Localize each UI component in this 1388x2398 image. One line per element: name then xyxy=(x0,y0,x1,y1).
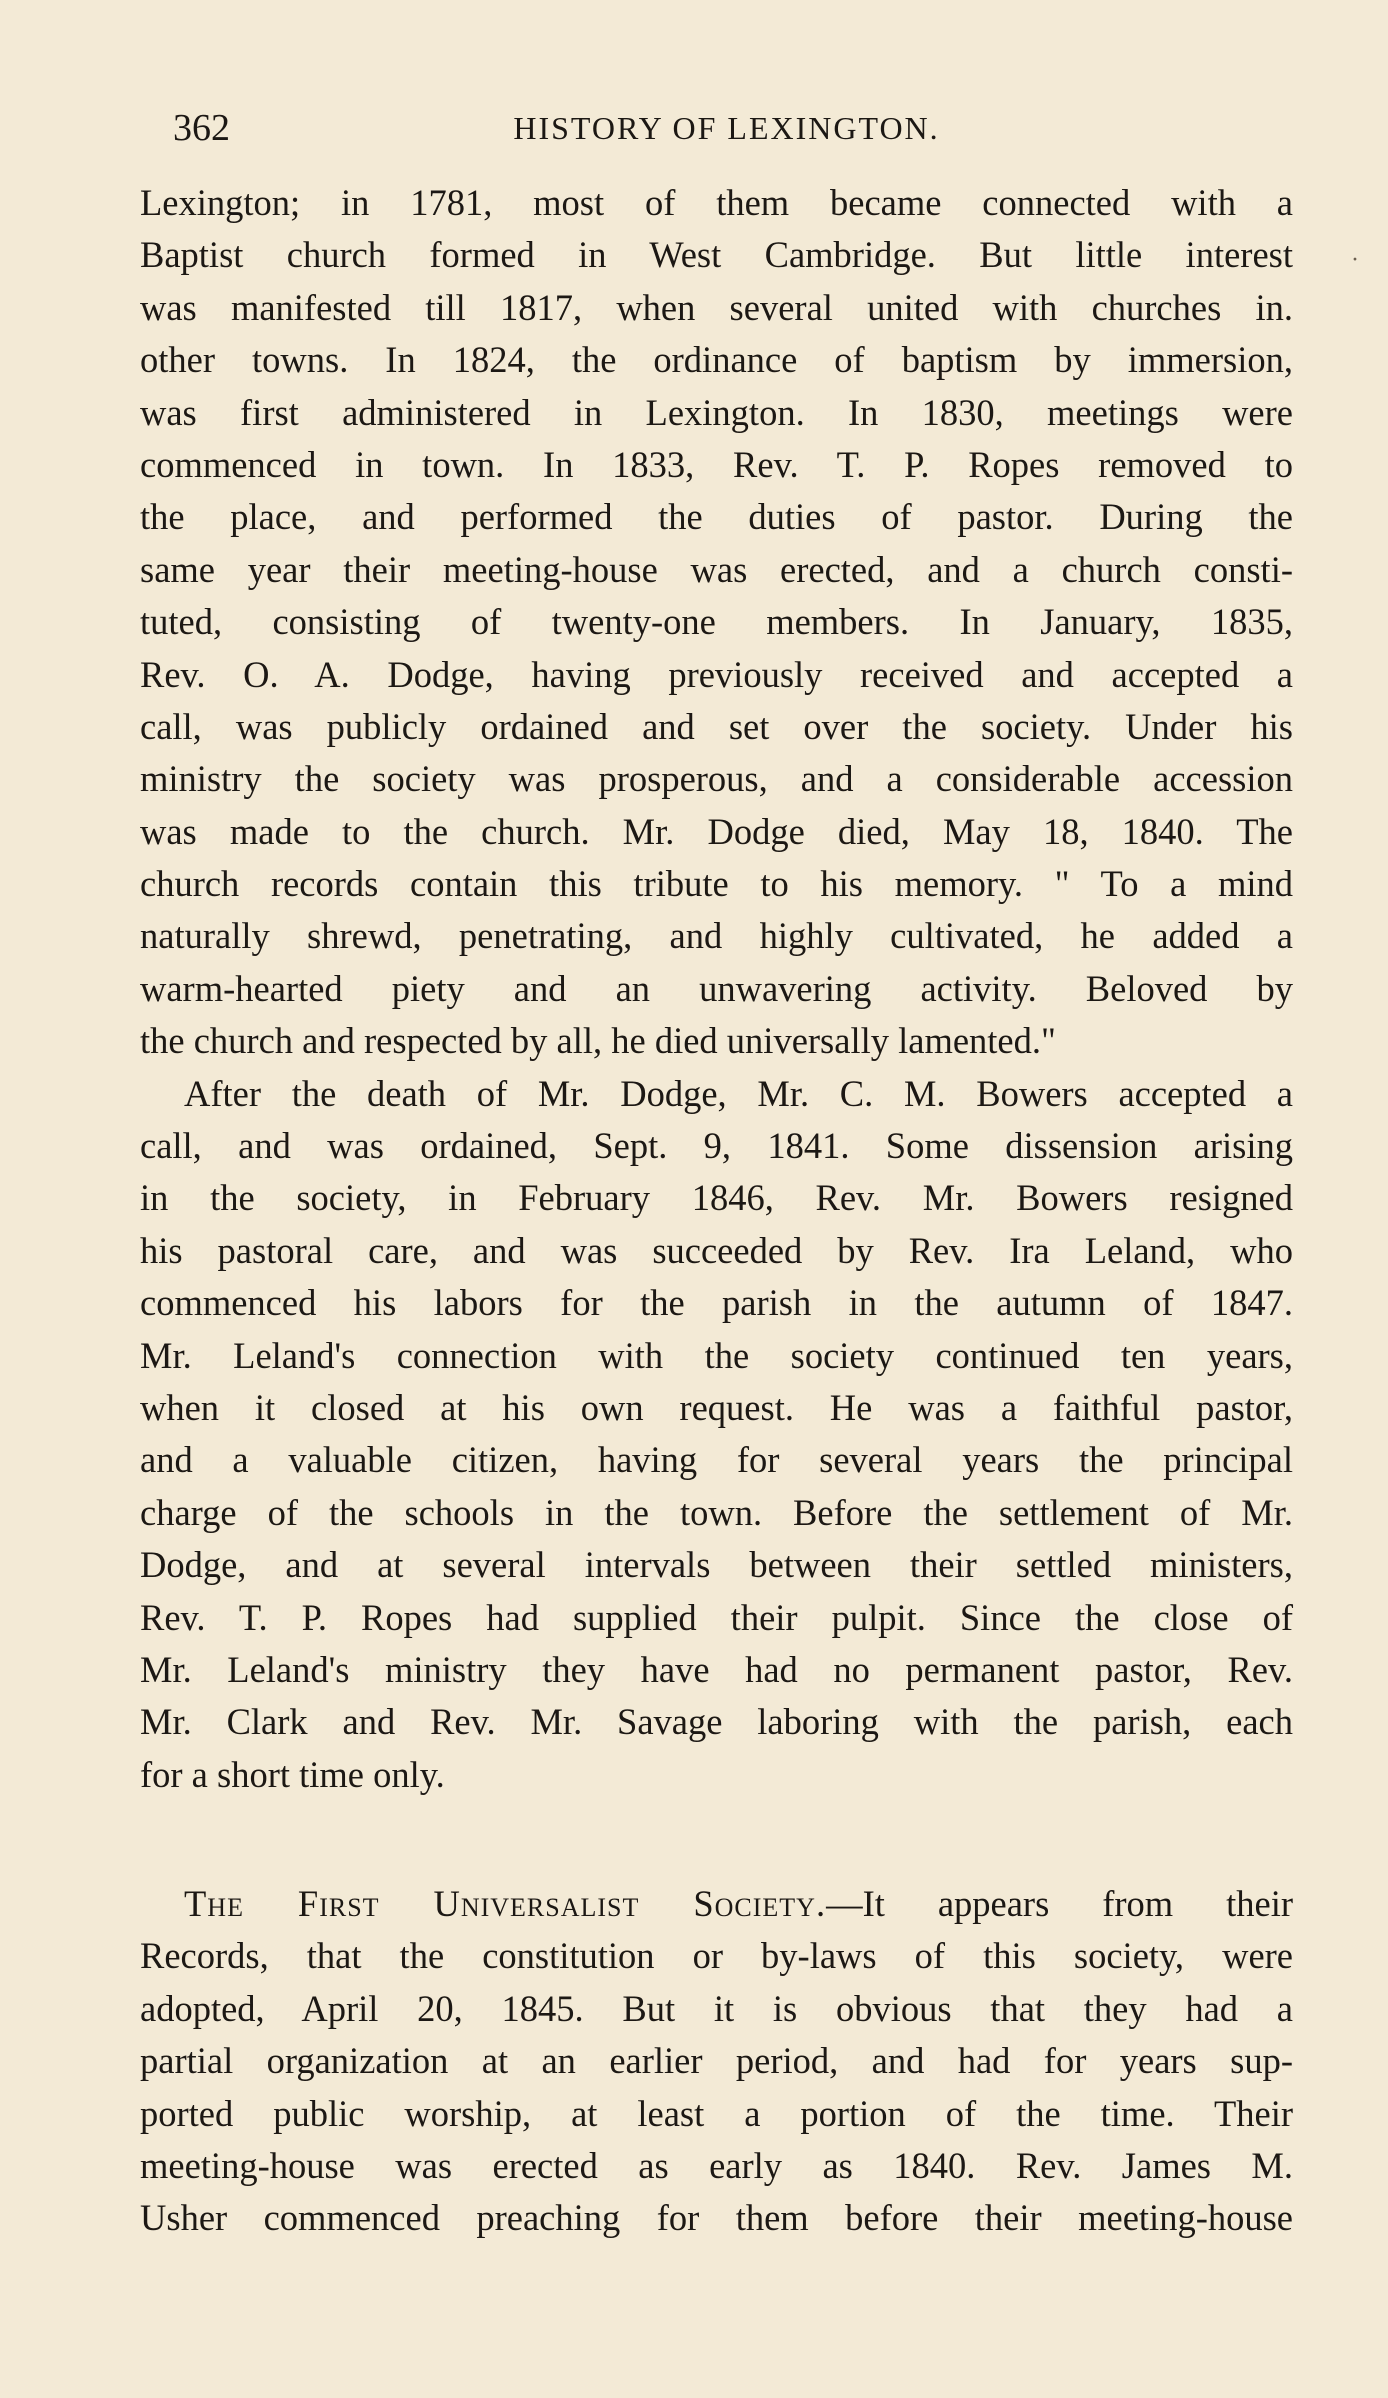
text-line: and a valuable citizen, having for several years the principal xyxy=(140,1439,1293,1481)
text-line: church records contain this tribute to his memory. " To a mind xyxy=(140,863,1293,905)
text-line: commenced in town. In 1833, Rev. T. P. Ropes removed to xyxy=(140,443,1293,485)
text-line: same year their meeting-house was erected, and a church consti- xyxy=(140,548,1293,590)
text-line: charge of the schools in the town. Before the settlement of Mr. xyxy=(140,1491,1293,1533)
paragraph-2 xyxy=(140,1068,1293,1801)
text-line: other towns. In 1824, the ordinance of baptism by immersion, xyxy=(140,339,1293,381)
text-line: call, and was ordained, Sept. 9, 1841. Some dissension arising xyxy=(140,1125,1293,1167)
page-number: 362 xyxy=(173,107,230,149)
text-line: call, was publicly ordained and set over the society. Under his xyxy=(140,705,1293,747)
text-line: warm-hearted piety and an unwavering activity. Beloved by xyxy=(140,967,1293,1009)
text-line: was first administered in Lexington. In 1830, meetings were xyxy=(140,391,1293,433)
text-line: commenced his labors for the parish in the autumn of 1847. xyxy=(140,1282,1293,1324)
text-line: Mr. Clark and Rev. Mr. Savage laboring with the parish, each xyxy=(140,1701,1293,1743)
text-line: ported public worship, at least a portion of the time. Their xyxy=(140,2092,1293,2134)
text-line: when it closed at his own request. He was a faithful pastor, xyxy=(140,1386,1293,1428)
text-line: Mr. Leland's connection with the society continued ten years, xyxy=(140,1334,1293,1376)
text-line: tuted, consisting of twenty-one members. In January, 1835, xyxy=(140,601,1293,643)
text-line: in the society, in February 1846, Rev. Mr. Bowers resigned xyxy=(140,1177,1293,1219)
text-line: After the death of Mr. Dodge, Mr. C. M. Bowers accepted a xyxy=(184,1072,1293,1114)
text-line: adopted, April 20, 1845. But it is obvious that they had a xyxy=(140,1987,1293,2029)
body-text-upper xyxy=(140,177,1293,1801)
text-line: partial organization at an earlier period, and had for years sup- xyxy=(140,2040,1293,2082)
running-head xyxy=(173,98,1280,158)
text-line: naturally shrewd, penetrating, and highly cultivated, he added a xyxy=(140,915,1293,957)
text-line: Rev. O. A. Dodge, having previously received and accepted a xyxy=(140,653,1293,695)
text-line: was made to the church. Mr. Dodge died, May 18, 1840. The xyxy=(140,810,1293,852)
text-line: ministry the society was prosperous, and a considerable accession xyxy=(140,758,1293,800)
text-line: Records, that the constitution or by-laws of this society, were xyxy=(140,1935,1293,1977)
text-line: was manifested till 1817, when several united with churches in. xyxy=(140,286,1293,328)
section-heading: The First Universalist Society. xyxy=(184,1883,827,1924)
text-line: Mr. Leland's ministry they have had no permanent pastor, Rev. xyxy=(140,1648,1293,1690)
stray-ink-mark: · xyxy=(1351,247,1359,273)
page-header-title: HISTORY OF LEXINGTON. xyxy=(513,110,940,146)
text-line: Lexington; in 1781, most of them became connected with a xyxy=(140,182,1293,223)
text-line: meeting-house was erected as early as 1840. Rev. James M. xyxy=(140,2144,1293,2186)
text-line-continuation: —It appears from their xyxy=(826,1883,1293,1924)
text-line: Dodge, and at several intervals between their settled ministers, xyxy=(140,1544,1293,1586)
text-line xyxy=(140,1878,1293,1930)
text-line: Rev. T. P. Ropes had supplied their pulpit. Since the close of xyxy=(140,1596,1293,1638)
text-line: his pastoral care, and was succeeded by Rev. Ira Leland, who xyxy=(140,1229,1293,1271)
text-line: the place, and performed the duties of pastor. During the xyxy=(140,496,1293,538)
text-line: Usher commenced preaching for them before their meeting-house xyxy=(140,2197,1293,2239)
text-line: the church and respected by all, he died universally lamented." xyxy=(140,1020,1056,1062)
paragraph-3 xyxy=(140,1878,1293,2245)
text-line: Baptist church formed in West Cambridge. But little interest xyxy=(140,234,1293,276)
paragraph-1 xyxy=(140,177,1293,1068)
text-line: for a short time only. xyxy=(140,1753,445,1795)
